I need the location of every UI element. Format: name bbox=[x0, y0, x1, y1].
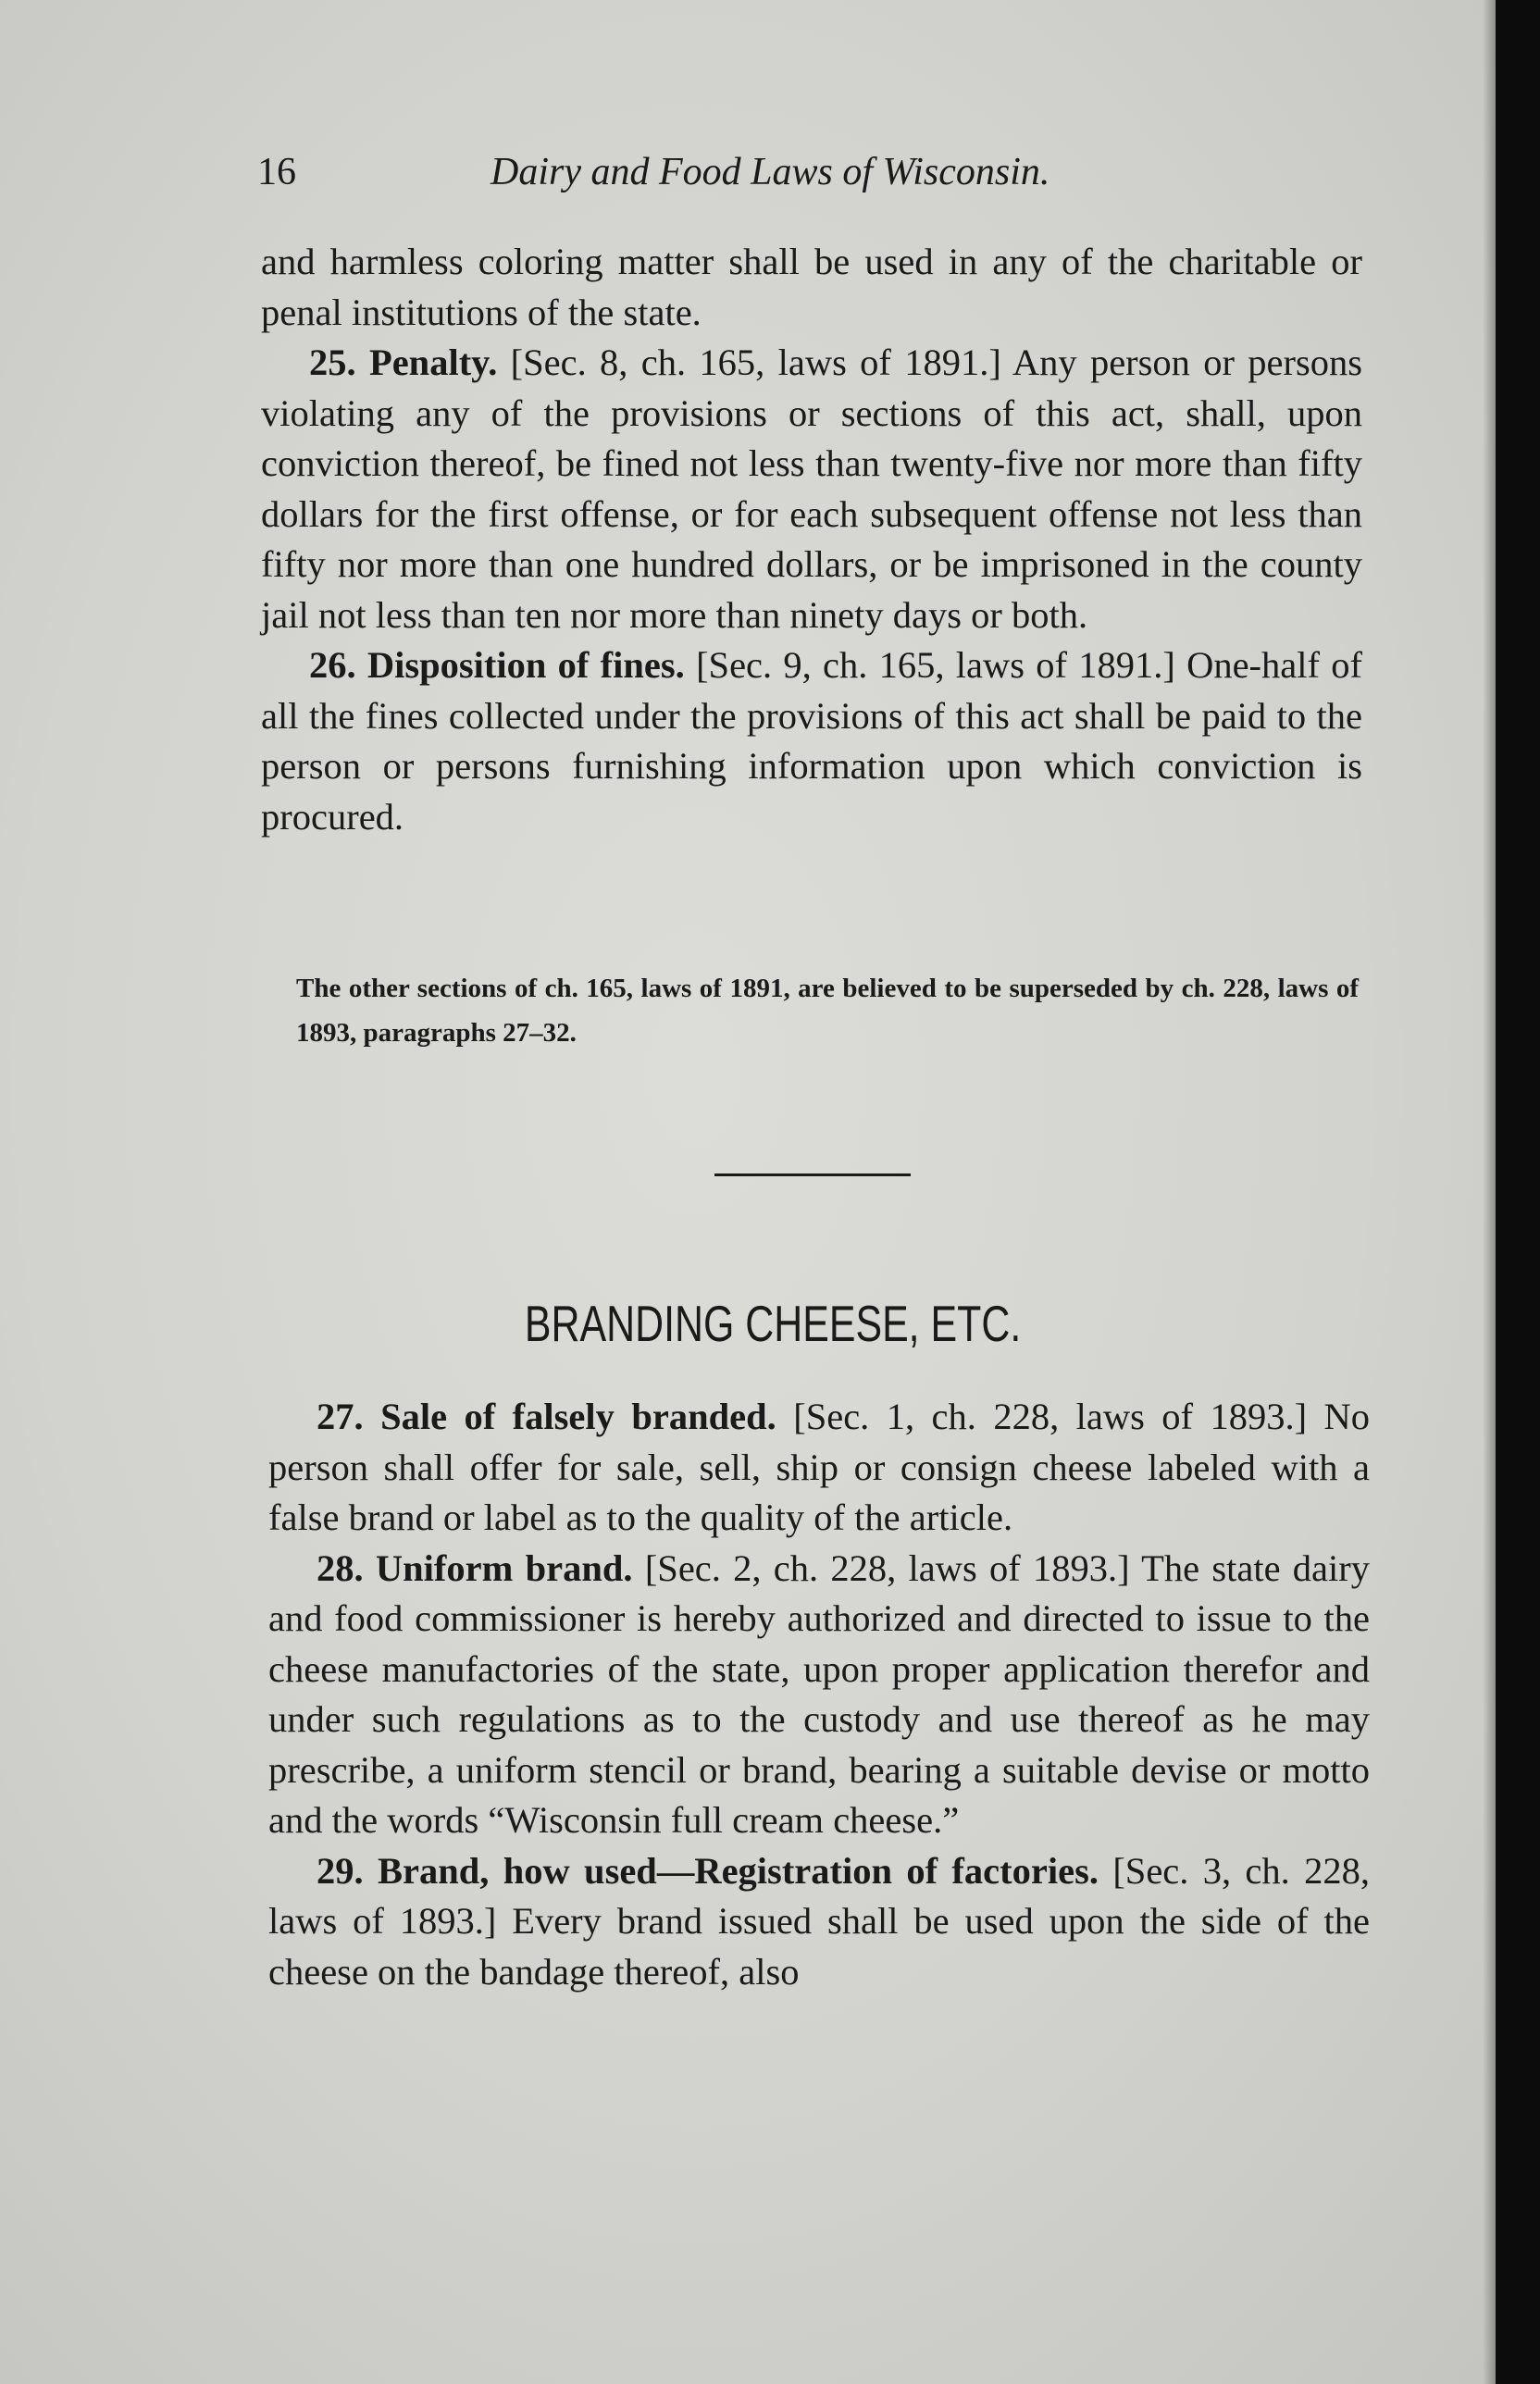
section-text: [Sec. 3, ch. 228, laws of 1893.] Every brand issued shall be used upon the side of the cheese on the bandage thereof, also bbox=[268, 1849, 1370, 1993]
section-number: 29. bbox=[317, 1849, 364, 1892]
upper-text-block bbox=[261, 237, 1362, 842]
section-divider-rule bbox=[714, 1173, 911, 1176]
section-number: 25. bbox=[309, 341, 356, 383]
section-title: Sale of falsely branded. bbox=[380, 1396, 776, 1437]
section-text: [Sec. 8, ch. 165, laws of 1891.] Any person or persons violating any of the provisions or sections of this act, shall, upon conviction thereof, be fined not less than twenty-five nor more than fifty dollars for the first offense, or for each subsequent offense not less than fifty nor more than one hundred dollars, or be imprisoned in the county jail not less than ten nor more than ninety days or both. bbox=[261, 341, 1363, 636]
section-number: 28. bbox=[317, 1546, 364, 1589]
page-number: 16 bbox=[257, 151, 296, 193]
section-26-paragraph bbox=[261, 640, 1362, 842]
section-27-paragraph bbox=[268, 1392, 1370, 1544]
book-spine bbox=[1496, 0, 1540, 2384]
editorial-note: The other sections of ch. 165, laws of 1891, are believed to be superseded by ch. 228, laws of 1893, paragraphs 27–32. bbox=[296, 974, 1359, 1048]
section-text: [Sec. 2, ch. 228, laws of 1893.] The state dairy and food commissioner is hereby authorized and directed to issue to the cheese manufactories of the state, upon proper application therefor and under such regulations as to the custody and use thereof as he may prescribe, a uniform stencil or brand, bearing a suitable devise or motto and the words “Wisconsin full cream cheese.” bbox=[268, 1546, 1371, 1841]
section-heading: BRANDING CHEESE, ETC. bbox=[524, 1295, 1022, 1352]
section-28-paragraph bbox=[268, 1544, 1370, 1846]
section-title: Brand, how used—Registration of factories. bbox=[377, 1849, 1099, 1892]
section-25-paragraph bbox=[261, 338, 1362, 640]
continuation-paragraph: and harmless coloring matter shall be used in any of the charitable or penal institutions of the state. bbox=[261, 241, 1362, 333]
section-text: [Sec. 1, ch. 228, laws of 1893.] No person shall offer for sale, sell, ship or consign cheese labeled with a false brand or label as to the quality of the article. bbox=[268, 1396, 1371, 1538]
section-29-paragraph bbox=[268, 1846, 1370, 1998]
section-number: 27. bbox=[317, 1396, 364, 1437]
section-title: Disposition of fines. bbox=[366, 644, 685, 686]
page-gutter-shadow bbox=[1483, 0, 1496, 2384]
page-header bbox=[257, 150, 1359, 205]
lower-text-block bbox=[268, 1392, 1370, 1997]
running-title: Dairy and Food Laws of Wisconsin. bbox=[491, 151, 1050, 193]
section-title: Penalty. bbox=[368, 341, 498, 383]
section-title: Uniform brand. bbox=[375, 1546, 633, 1589]
section-number: 26. bbox=[309, 644, 356, 686]
section-text: [Sec. 9, ch. 165, laws of 1891.] One-half of all the fines collected under the provisions of this act shall be paid to the person or persons furnishing information upon which conviction is procured. bbox=[261, 644, 1362, 838]
